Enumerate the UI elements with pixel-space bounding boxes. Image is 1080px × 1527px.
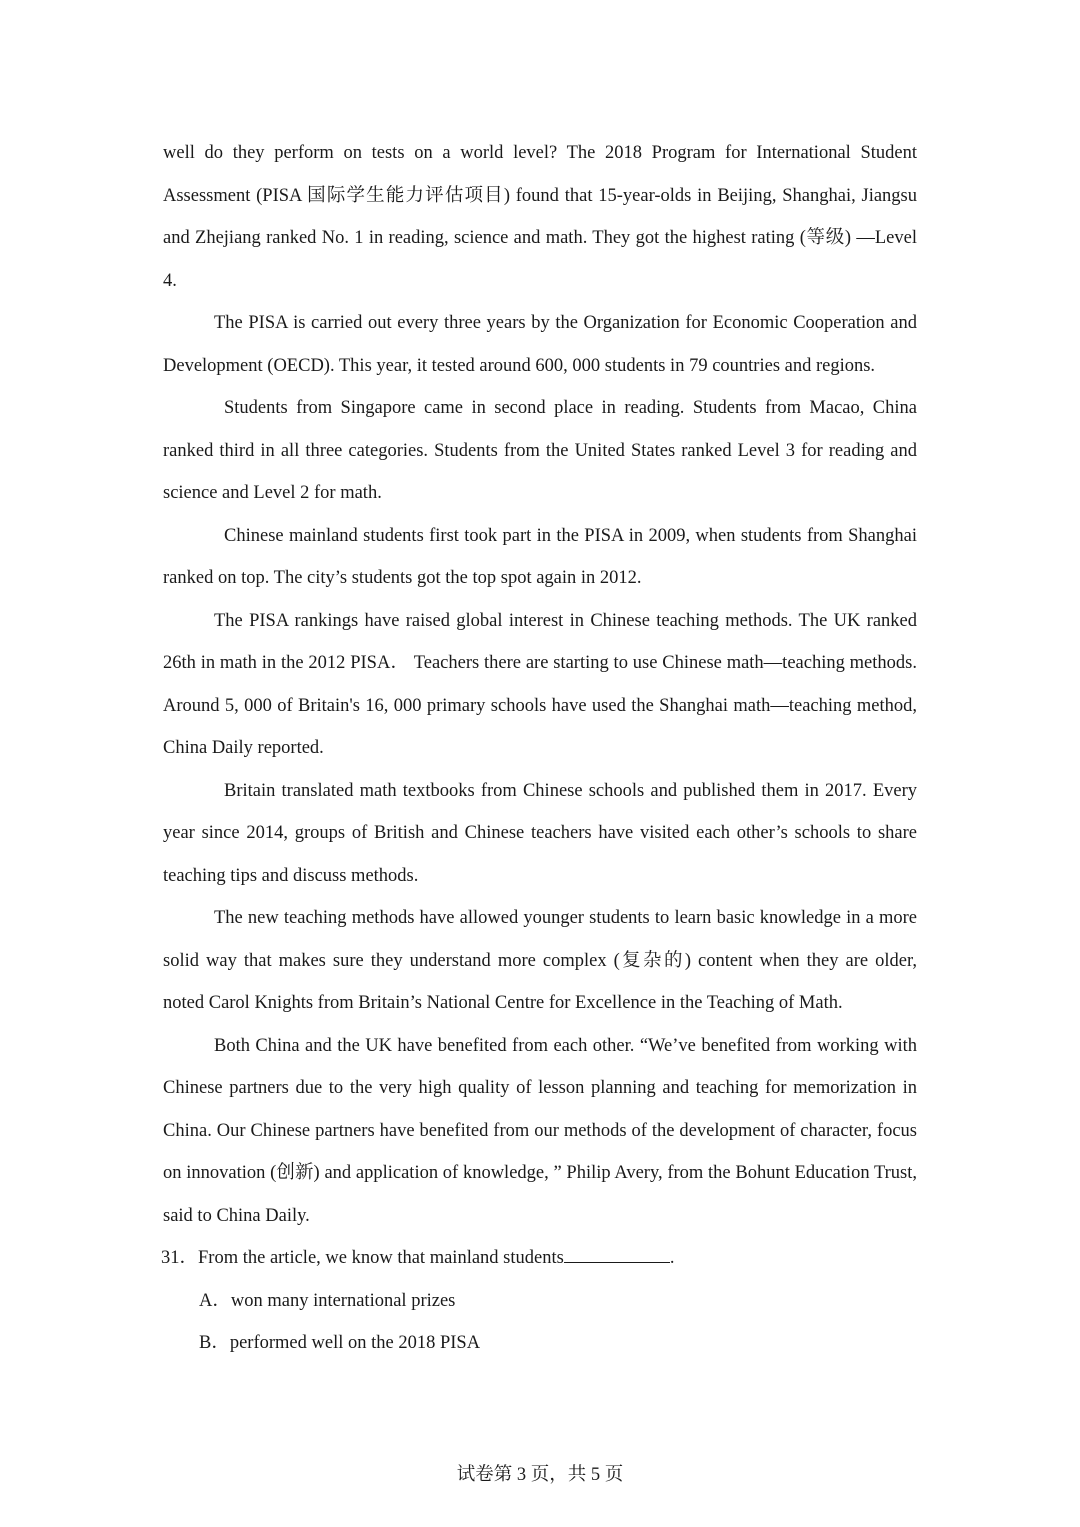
answer-blank (564, 1244, 670, 1263)
paragraph-6: Britain translated math textbooks from Chinese schools and published them in 2017. Every year since 2014, groups of British and Chinese teachers have visited each other’s schools to share teaching tips and discuss methods. (163, 780, 917, 886)
paragraph-4: Chinese mainland students first took part in the PISA in 2009, when students from Shanghai ranked on top. The city’s students got the top spot again in 2012. (163, 525, 917, 588)
option-b: B．performed well on the 2018 PISA (199, 1333, 481, 1353)
question-stem: 31．From the article, we know that mainland students (161, 1248, 564, 1268)
paragraph-3: Students from Singapore came in second place in reading. Students from Macao, China ranked third in all three categories. Students from the United States ranked Level 3 for reading and science and Level 2 for math. (163, 398, 917, 503)
page-footer: 试卷第 3 页，共 5 页 (456, 1465, 624, 1485)
paragraph-2: The PISA is carried out every three years by the Organization for Economic Cooperation and Development (OECD). This year, it tested around 600, 000 students in 79 countries and regions. (163, 313, 917, 376)
paragraph-1: well do they perform on tests on a world level? The 2018 Program for International Student Assessment (PISA 国际学生能力评估项目) found that 15-year-olds in Beijing, Shanghai, Jiangsu and Zhejiang ranked No. 1 in reading, science and math. They got the highest rating (等级) —Level 4. (163, 143, 917, 291)
paragraph-7: The new teaching methods have allowed younger students to learn basic knowledge in a more solid way that makes sure they understand more complex (复杂的) content when they are older, noted Carol Knights from Britain’s National Centre for Excellence in the Teaching of Math. (163, 908, 917, 1013)
option-a: A．won many international prizes (199, 1290, 456, 1311)
question-end: . (669, 1248, 675, 1268)
question-31 (161, 1237, 917, 1280)
paragraph-8: Both China and the UK have benefited from each other. “We’ve benefited from working with Chinese partners due to the very high quality of lesson planning and teaching for memorization in China. Our Chinese partners have benefited from our methods of the development of character, focus on innovation (创新) and application of knowledge, ” Philip Avery, from the Bohunt Education Trust, said to China Daily. (163, 1035, 917, 1226)
paragraph-5: The PISA rankings have raised global interest in Chinese teaching methods. The UK ranked 26th in math in the 2012 PISA． Teachers there are starting to use Chinese math—teaching methods. Around 5, 000 of Britain's 16, 000 primary schools have used the Shanghai math—teaching method, China Daily reported. (163, 610, 917, 758)
reading-passage (163, 132, 917, 1365)
